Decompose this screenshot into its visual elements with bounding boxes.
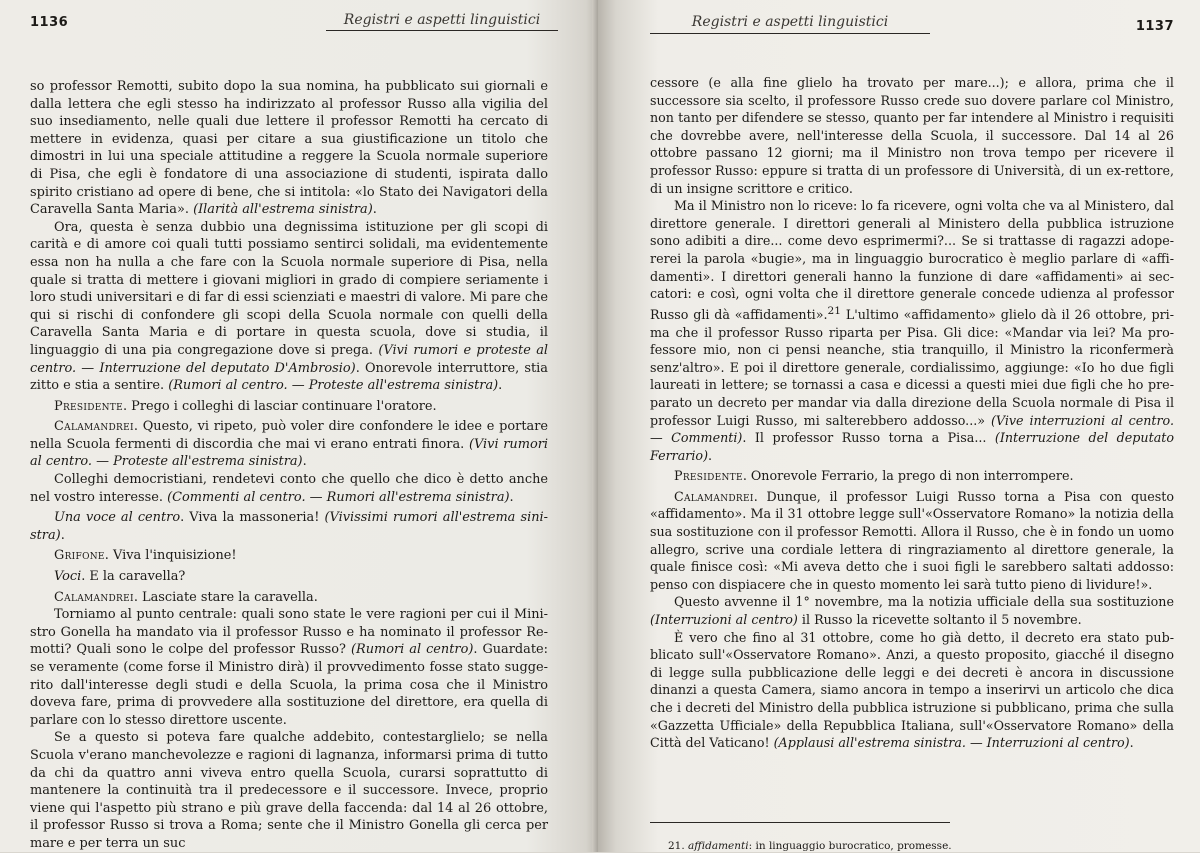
right-page-body — [650, 74, 1174, 752]
paragraph: Torniamo al punto centrale: quali sono state le vere ragioni per cui il Ministro Gonella ha mandato via il professor Russo e ha nominato il professor Remotti? Quali sono le colpe del professor Russo? (Rumori al centro). Guardate: se veramente (come forse il Ministro dirà) il provvedimento fosse stato suggerito dall'interesse degli studi e della Scuola, la prima cosa che il Ministro doveva fare, prima di provvedere alla sostituzione del direttore, era quella di parlare con lo stesso direttore uscente. — [30, 607, 548, 728]
footnote-divider — [650, 822, 950, 823]
paragraph: Questo avvenne il 1° novembre, ma la notizia ufficiale della sua sostituzione (Interruzioni al centro) il Russo la ricevette soltanto il 5 novembre. — [650, 594, 1174, 628]
paragraph: cessore (e alla fine glielo ha trovato per mare...); e allora, prima che il successore sia scelto, il professore Russo crede suo dovere parlare col Ministro, non tanto per difendere se stesso, quanto per far intendere al Ministro i requisiti che dovrebbe avere, nell'interesse della Scuola, il successore. Dal 14 al 26 ottobre passano 12 giorni; ma il Ministro non trova tempo per ricevere il professor Russo: eppure si tratta di un professore di Università, di un ex-rettore, di un insigne scrittore e critico. — [650, 75, 1174, 196]
paragraph: Ora, questa è senza dubbio una degnissima istituzione per gli scopi di carità e di amore coi quali tutti possiamo sentirci solidali, ma evidentemente essa non ha nulla a che fare con la Scuola normale superiore di Pisa, nella quale si tratta di mettere i giovani migliori in grado di compiere seriamente i loro studi universitari e di far di essi scienziati e maestri di valore. Mi pare che qui si rischi di confondere gli scopi della Scuola normale con quelli della Caravella Santa Maria e di portare in questa scuola, dove si studia, il linguaggio di una pia congregazione dove si prega. (Vivi rumori e proteste al centro. — Interruzione del deputato D'Ambrosio). Onorevole interruttore, stia zitto e stia a sentire. (Rumori al centro. — Proteste all'estrema sinistra). — [30, 219, 548, 394]
paragraph: Presidente. Onorevole Ferrario, la prego di non interrompere. — [674, 468, 1074, 484]
paragraph: Calamandrei. Lasciate stare la caravella. — [54, 589, 318, 605]
paragraph: so professor Remotti, subito dopo la sua nomina, ha pubblicato sui giornali e dalla lettera che egli stesso ha indirizzato al professor Russo alla vigilia del suo insediamento, nelle quali due lettere il professor Remotti ha cercato di mettere in evidenza, quasi per citare a sua giustificazione un titolo che dimostri in lui una speciale attitudine a reggere la Scuola normale superiore di Pisa, che egli è fondatore di una associazione di studenti, ispirata dallo spirito cristiano ad opere di bene, che si intitola: «lo Stato dei Navigatori della Caravella Santa Maria». (Ilarità all'estrema sinistra). — [30, 79, 548, 218]
right-running-head — [650, 12, 1174, 38]
paragraph: Calamandrei. Dunque, il professor Luigi Russo torna a Pisa con questo «affidamento». Ma il 31 ottobre legge sull'«Osservatore Romano» la notizia della sua sostituzione con il professor Remotti. Allora il Russo, che è in fondo un uomo allegro, scrive una cordiale lettera di ringraziamento al direttore generale, la quale finisce così: «Mi aveva detto che i suoi figli le sarebbero saltati addosso: penso con dispiacere che in questo momento lei sarà tutto pieno di lividure!». — [650, 488, 1174, 592]
paragraph: Una voce al centro. Viva la massoneria! (Vivissimi rumori all'estrema sinistra). — [30, 510, 548, 543]
running-head-title: Registri e aspetti linguistici — [326, 12, 558, 31]
left-running-head — [30, 12, 548, 38]
footnote: 21. affidamenti: in linguaggio burocratico, promesse. — [668, 839, 952, 852]
paragraph: Voci. E la caravella? — [54, 569, 186, 585]
left-page — [0, 0, 598, 852]
paragraph: Se a questo si poteva fare qualche addebito, contestarglielo; se nella Scuola v'erano manchevolezze e ragioni di lagnanza, informarsi prima di tutto da chi da quattro anni viveva entro quella Scuola, curarsi soprattutto di mantenere la continuità tra il predecessore e il successore. Invece, proprio viene qui l'aspetto più strano e più grave della faccenda: dal 14 al 26 ottobre, il professor Russo si trova a Roma; sente che il Ministro Gonella gli cerca per mare e per terra un suc — [30, 730, 548, 851]
paragraph: Colleghi democristiani, rendetevi conto che quello che dico è detto anche nel vostro interesse. (Commenti al centro. — Rumori all'estrema sinistra). — [30, 472, 548, 505]
paragraph: È vero che fino al 31 ottobre, come ho già detto, il decreto era stato pubblicato sull'«Osservatore Romano». Anzi, a questo proposito, giacché il disegno di legge sulla pubblicazione delle leggi e dei decreti è ancora in discussione dinanzi a questa Camera, siamo ancora in tempo a inserirvi un articolo che dica che i decreti del Ministro della pubblica istruzione si pubblicano, prima che sulla «Gazzetta Ufficiale» della Repubblica Italiana, sull'«Osservatore Romano» della Città del Vaticano! (Applausi all'estrema sinistra. — Interruzioni al centro). — [650, 629, 1174, 751]
left-page-body — [30, 78, 548, 853]
paragraph: Grifone. Viva l'inquisizione! — [54, 548, 237, 564]
paragraph: Calamandrei. Questo, vi ripeto, può voler dire confondere le idee e portare nella Scuola fermenti di discordia che mai vi erano entrati finora. (Vivi rumori al centro. — Proteste all'estrema sinistra). — [30, 419, 548, 470]
paragraph: Presidente. Prego i colleghi di lasciar continuare l'oratore. — [54, 398, 437, 414]
page-number: 1136 — [30, 15, 69, 30]
right-page — [598, 0, 1200, 852]
page-number: 1137 — [1135, 19, 1174, 34]
running-head-title: Registri e aspetti linguistici — [650, 14, 930, 34]
paragraph: Ma il Ministro non lo riceve: lo fa ricevere, ogni volta che va al Ministero, dal direttore generale. I direttori generali al Ministero della pubblica istruzione sono adibiti a dire... come devo esprimermi?... Se si trattasse di ragazzi adopererei la parola «bugie», ma in linguaggio burocratico è meglio parlare di «affidamenti». I direttori generali hanno la funzione di dare «affidamenti» ai seccatori: e così, ogni volta che il direttore generale concede udienza al professor Russo gli dà «affidamenti».$^{21}$ L'ultimo «affidamento» glielo dà il 26 ottobre, prima che il professor Russo riparta per Pisa. Gli dice: «Mandar via lei? Ma professore mio, non ci pensi neanche, stia tranquillo, il Ministro la riconfermerà senz'altro». E poi il direttore generale, cordialissimo, aggiunge: «Io ho due figli laureati in lettere; se tornassi a casa e dicessi a questi miei due figli che ho preparato un decreto per mandar via dalla direzione della Scuola normale di Pisa il professor Luigi Russo, mi salterebbero addosso...» (Vive interruzioni al centro. — Commenti). Il professor Russo torna a Pisa... (Interruzione del deputato Ferrario). — [650, 198, 1174, 463]
